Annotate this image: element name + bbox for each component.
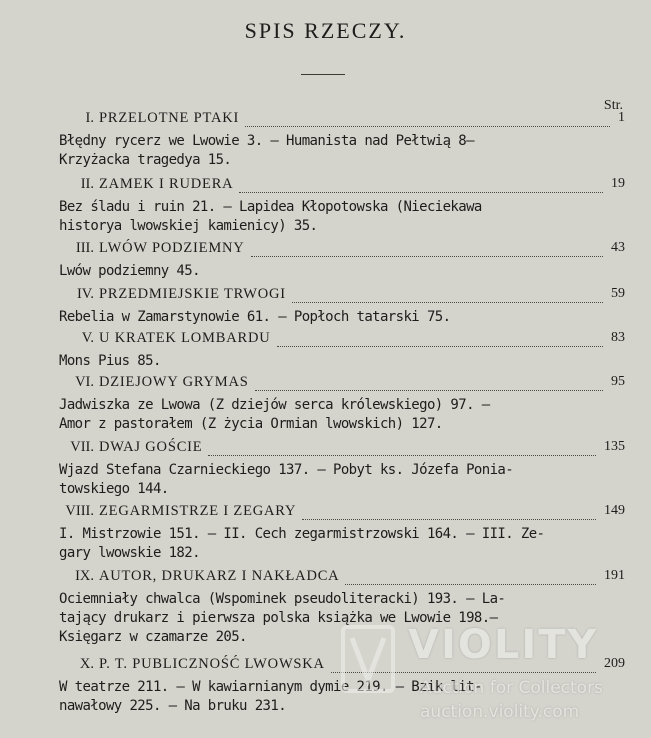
dot-leader (255, 390, 603, 391)
subsection-line: historya lwowskiej kamienicy) 35. (59, 218, 318, 234)
toc-entry (40, 286, 625, 327)
subsection-line: Księgarz w czamarze 205. (59, 629, 247, 645)
toc-entry (40, 439, 625, 499)
chapter-number: V. (81, 330, 94, 346)
chapter-title: DWAJ GOŚCIE (99, 439, 203, 455)
dot-leader (239, 192, 603, 193)
watermark-url: auction.violity.com (420, 702, 580, 722)
chapter-page-number: 135 (604, 439, 625, 454)
subsection-line: Lwów podziemny 45. (59, 263, 200, 279)
dot-leader (277, 346, 603, 347)
subsection-line: Rebelia w Zamarstynowie 61. — Popłoch tatarski 75. (59, 309, 451, 325)
chapter-number: III. (75, 240, 94, 256)
chapter-subsections (59, 678, 625, 716)
watermark-tagline: Auction for Collectors (420, 678, 603, 698)
dot-leader (331, 672, 596, 673)
subsection-line: gary lwowskie 182. (59, 545, 200, 561)
chapter-title: PRZEDMIEJSKIE TRWOGI (99, 286, 286, 302)
subsection-line: Mons Pius 85. (59, 353, 161, 369)
chapter-number: VII. (70, 439, 94, 455)
watermark-brand: VIOLITY (408, 622, 599, 668)
chapter-page-number: 149 (604, 503, 625, 518)
toc-entry-heading (40, 656, 625, 678)
subsection-line: I. Mistrzowie 151. — II. Cech zegarmistrzowski 164. — III. Ze- (59, 526, 545, 542)
toc-entry (40, 176, 625, 236)
chapter-number: I. (85, 110, 94, 126)
toc-entry-heading (40, 330, 625, 352)
toc-entry-heading (40, 503, 625, 525)
chapter-title: ZEGARMISTRZE I ZEGARY (99, 503, 297, 519)
subsection-line: tający drukarz i pierwsza polska książka we Lwowie 198.— (59, 610, 498, 626)
chapter-subsections (59, 198, 625, 236)
toc-entry (40, 330, 625, 371)
chapter-number: IV. (76, 286, 94, 302)
toc-entry-heading (40, 568, 625, 590)
chapter-page-number: 43 (611, 240, 625, 255)
toc-entry (40, 656, 625, 716)
dot-leader (208, 455, 596, 456)
chapter-subsections (59, 461, 625, 499)
subsection-line: Amor z pastorałem (Z życia Ormian lwowskich) 127. (59, 416, 443, 432)
chapter-subsections (59, 590, 625, 647)
chapter-page-number: 209 (604, 656, 625, 671)
chapter-subsections (59, 308, 625, 327)
dot-leader (345, 584, 596, 585)
toc-entry (40, 240, 625, 281)
dot-leader (302, 519, 596, 520)
chapter-subsections (59, 525, 625, 563)
chapter-page-number: 191 (604, 568, 625, 583)
chapter-page-number: 19 (611, 176, 625, 191)
toc-entry-heading (40, 176, 625, 198)
chapter-title: ZAMEK I RUDERA (99, 176, 234, 192)
subsection-line: nawałowy 225. — Na bruku 231. (59, 698, 287, 714)
page-column-header: Str. (603, 98, 623, 113)
title-divider (301, 74, 345, 75)
dot-leader (251, 256, 603, 257)
subsection-line: towskiego 144. (59, 481, 169, 497)
subsection-line: Bez śladu i ruin 21. — Lapidea Kłopotowska (Nieciekawa (59, 199, 482, 215)
chapter-title: P. T. PUBLICZNOŚĆ LWOWSKA (99, 656, 325, 672)
toc-entry-heading (40, 110, 625, 132)
chapter-page-number: 59 (611, 286, 625, 301)
subsection-line: W teatrze 211. — W kawiarnianym dymie 219. — Bzik lit- (59, 679, 482, 695)
chapter-page-number: 95 (611, 374, 625, 389)
chapter-title: DZIEJOWY GRYMAS (99, 374, 249, 390)
toc-entry (40, 503, 625, 563)
chapter-page-number: 1 (618, 110, 625, 125)
chapter-number: IX. (75, 568, 94, 584)
toc-entry (40, 374, 625, 434)
chapter-subsections (59, 352, 625, 371)
subsection-line: Błędny rycerz we Lwowie 3. — Humanista nad Pełtwią 8— (59, 133, 474, 149)
chapter-title: AUTOR, DRUKARZ I NAKŁADCA (99, 568, 340, 584)
chapter-subsections (59, 132, 625, 170)
dot-leader (292, 302, 603, 303)
chapter-number: X. (79, 656, 94, 672)
chapter-number: II. (80, 176, 94, 192)
subsection-line: Jadwiszka ze Lwowa (Z dziejów serca królewskiego) 97. — (59, 397, 490, 413)
toc-entry-heading (40, 286, 625, 308)
chapter-number: VI. (75, 374, 94, 390)
chapter-page-number: 83 (611, 330, 625, 345)
subsection-line: Ociemniały chwalca (Wspominek pseudoliteracki) 193. — La- (59, 591, 506, 607)
chapter-title: LWÓW PODZIEMNY (99, 240, 245, 256)
toc-entry-heading (40, 439, 625, 461)
chapter-number: VIII. (65, 503, 94, 519)
chapter-title: PRZELOTNE PTAKI (99, 110, 240, 126)
toc-entry (40, 568, 625, 647)
subsection-line: Krzyżacka tragedya 15. (59, 152, 232, 168)
dot-leader (245, 126, 610, 127)
toc-entry-heading (40, 240, 625, 262)
chapter-title: U KRATEK LOMBARDU (99, 330, 271, 346)
toc-entry (40, 110, 625, 170)
page-title: SPIS RZECZY. (244, 18, 407, 43)
subsection-line: Wjazd Stefana Czarnieckiego 137. — Pobyt ks. Józefa Ponia- (59, 462, 514, 478)
chapter-subsections (59, 262, 625, 281)
chapter-subsections (59, 396, 625, 434)
toc-entry-heading (40, 374, 625, 396)
